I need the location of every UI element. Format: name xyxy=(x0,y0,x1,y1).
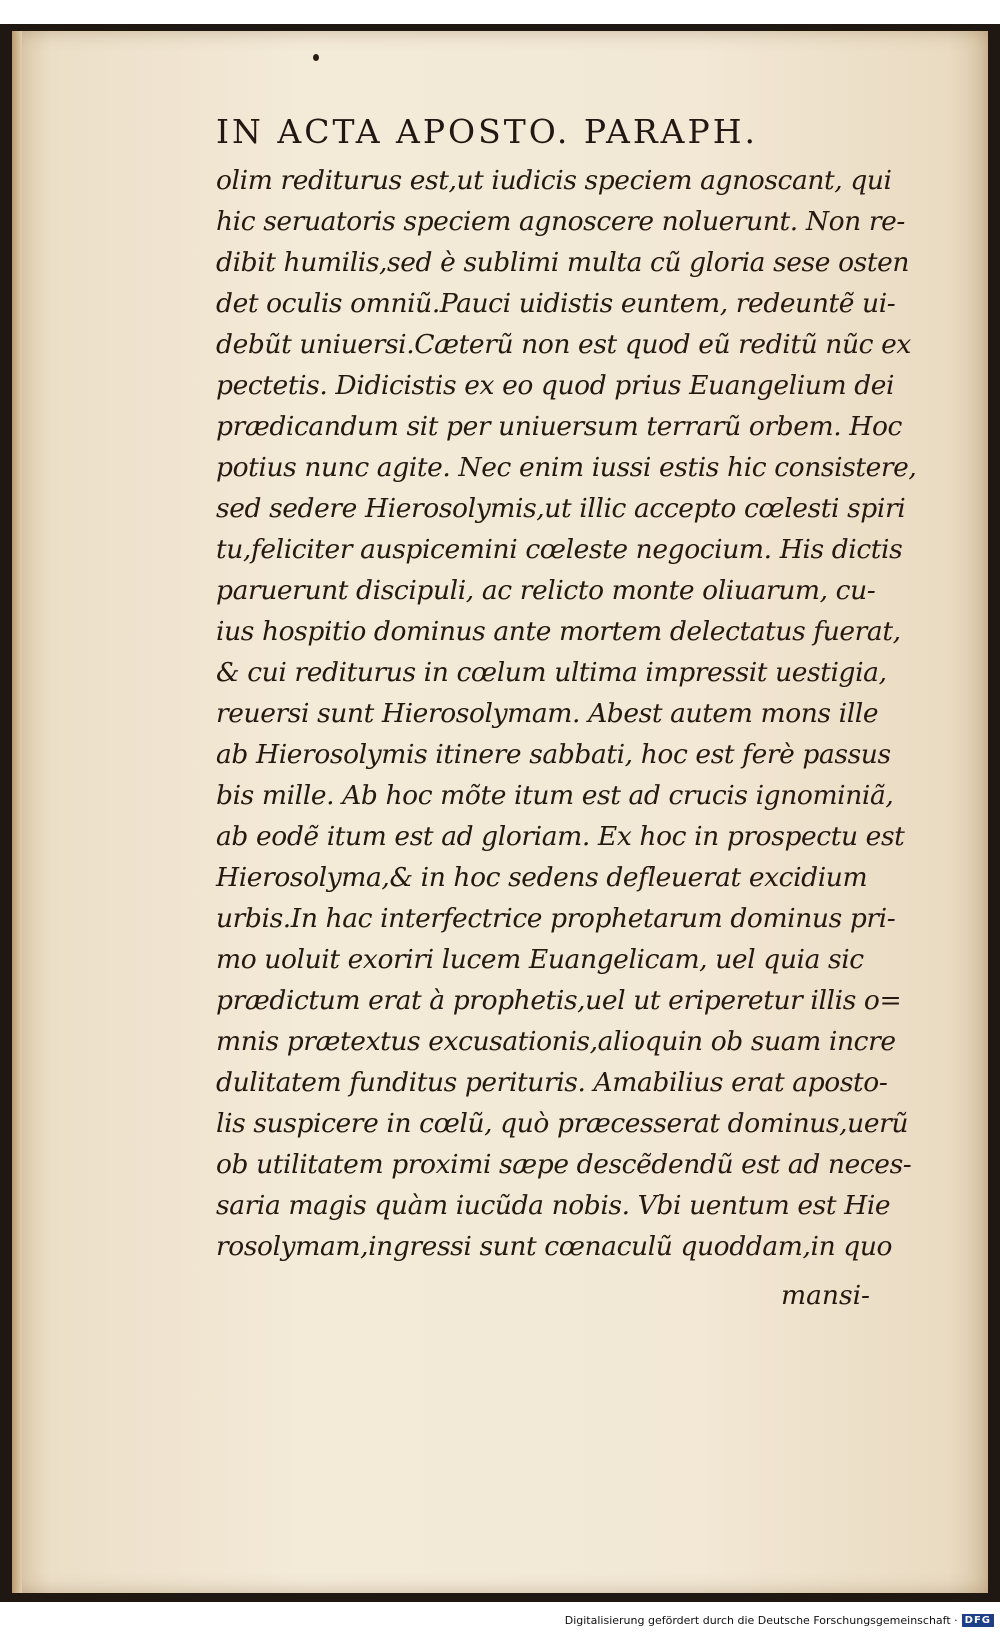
body-text xyxy=(216,160,917,1267)
text-line: Hierosolyma,& in hoc sedens defleuerat excidium xyxy=(216,862,868,893)
text-line: ius hospitio dominus ante mortem delectatus fuerat, xyxy=(216,616,901,647)
text-line: dibit humilis,sed è sublimi multa cũ gloria sese osten xyxy=(216,247,910,278)
text-line: saria magis quàm iucũda nobis. Vbi uentum est Hie xyxy=(216,1190,891,1221)
page-gutter xyxy=(12,31,22,1593)
text-line: det oculis omniũ.Pauci uidistis euntem, redeuntẽ ui- xyxy=(216,288,896,319)
text-line: debũt uniuersi.Cæterũ non est quod eũ reditũ nũc ex xyxy=(216,329,911,360)
text-line: sed sedere Hierosolymis,ut illic accepto cœlesti spiri xyxy=(216,493,906,524)
dfg-logo-icon: DFG xyxy=(962,1614,994,1627)
funding-credit: Digitalisierung gefördert durch die Deutsche Forschungsgemeinschaft · xyxy=(564,1613,958,1627)
text-line: reuersi sunt Hierosolymam. Abest autem mons ille xyxy=(216,698,879,729)
text-line: urbis.In hac interfectrice prophetarum dominus pri- xyxy=(216,903,896,934)
text-line: rosolymam,ingressi sunt cœnaculũ quoddam,in quo xyxy=(216,1231,893,1262)
text-line: dulitatem funditus perituris. Amabilius erat aposto- xyxy=(216,1067,888,1098)
text-line: lis suspicere in cœlũ, quò præcesserat dominus,uerũ xyxy=(216,1108,909,1139)
catchword: mansi- xyxy=(780,1280,870,1311)
text-line: mnis prætextus excusationis,alioquin ob suam incre xyxy=(216,1026,896,1057)
text-line: bis mille. Ab hoc mõte itum est ad crucis ignominiã, xyxy=(216,780,894,811)
text-line: potius nunc agite. Nec enim iussi estis hic consistere, xyxy=(216,452,917,483)
text-line: prædictum erat à prophetis,uel ut eriperetur illis o= xyxy=(216,985,902,1016)
digitization-footer xyxy=(565,1606,994,1634)
text-line: hic seruatoris speciem agnoscere noluerunt. Non re- xyxy=(216,206,905,237)
text-line: ab Hierosolymis itinere sabbati, hoc est ferè passus xyxy=(216,739,891,770)
running-head: IN ACTA APOSTO. PARAPH. xyxy=(216,112,758,151)
text-line: & cui rediturus in cœlum ultima impressit uestigia, xyxy=(216,657,887,688)
text-line: tu,feliciter auspicemini cœleste negocium. His dictis xyxy=(216,534,903,565)
text-line: paruerunt discipuli, ac relicto monte oliuarum, cu- xyxy=(216,575,876,606)
text-line: prædicandum sit per uniuersum terrarũ orbem. Hoc xyxy=(216,411,902,442)
text-line: ob utilitatem proximi sæpe descẽdendũ est ad neces- xyxy=(216,1149,912,1180)
text-line: pectetis. Didicistis ex eo quod prius Euangelium dei xyxy=(216,370,895,401)
text-line: olim rediturus est,ut iudicis speciem agnoscant, qui xyxy=(216,165,892,196)
text-line: ab eodẽ itum est ad gloriam. Ex hoc in prospectu est xyxy=(216,821,905,852)
text-line: mo uoluit exoriri lucem Euangelicam, uel quia sic xyxy=(216,944,864,975)
ink-mark xyxy=(313,54,319,61)
